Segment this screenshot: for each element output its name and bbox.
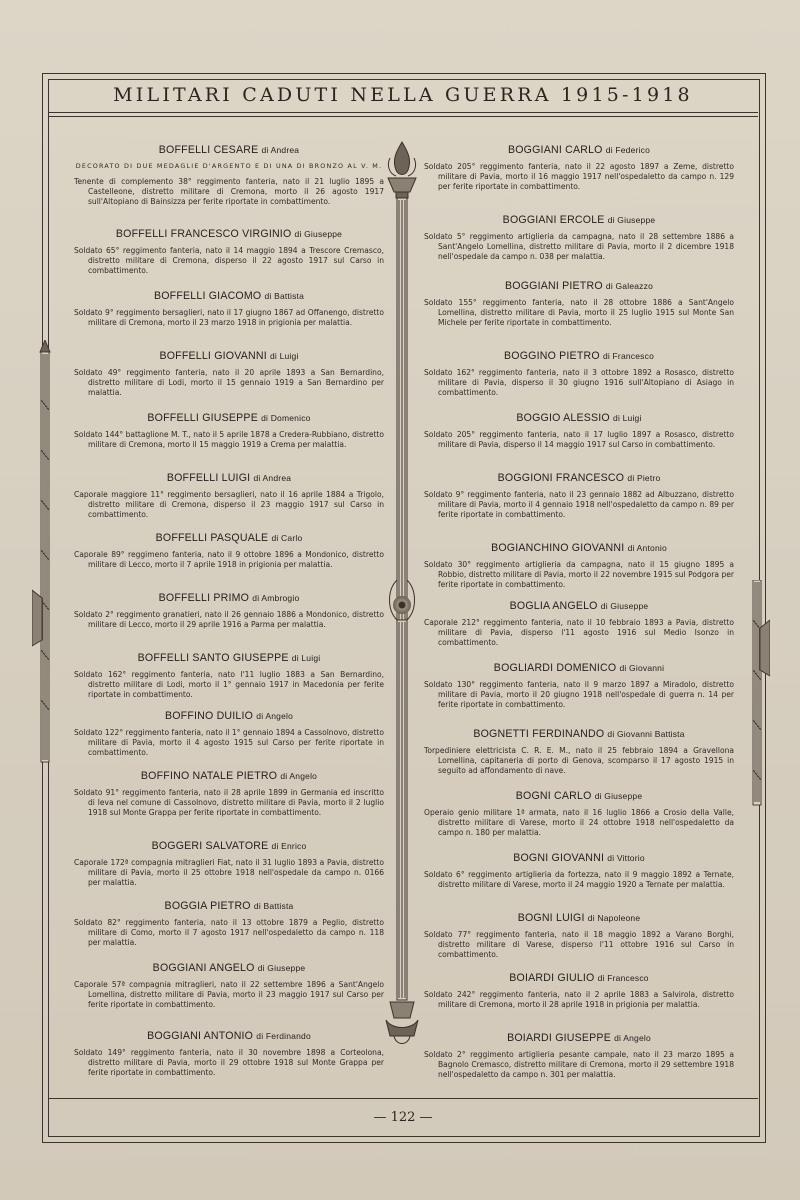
entry-name: BOFFELLI PASQUALE di Carlo: [155, 532, 303, 544]
entry-name: BOGNI LUIGI di Napoleone: [517, 912, 641, 924]
entry: [74, 900, 384, 948]
entry-name: BOFFINO NATALE PIETRO di Angelo: [140, 770, 318, 782]
entry-name: BOGGIONI FRANCESCO di Pietro: [497, 472, 661, 484]
entry-name: BOFFELLI GIUSEPPE di Domenico: [147, 412, 311, 424]
entry-text: Caporale 212° reggimento fanteria, nato il 10 febbraio 1893 a Pavia, distretto militare di Pavia, disperso l'11 agosto 1916 sul Medio Isonzo in combattimento.: [424, 618, 734, 647]
entry-name: BOGGIO ALESSIO di Luigi: [516, 412, 642, 424]
entry-decoration: DECORATO DI DUE MEDAGLIE D'ARGENTO E DI UNA DI BRONZO AL V. M.: [75, 162, 383, 170]
entry-text: Soldato 2° reggimento artiglieria pesante campale, nato il 23 marzo 1895 a Bagnolo Cremasco, distretto militare di Cremona, morto il 29 settembre 1918 nell'ospedaletto da campo n. 301 per malattia.: [424, 1050, 734, 1079]
entry-name: BOFFELLI PRIMO di Ambrogio: [158, 592, 300, 604]
bottom-rule: [48, 1098, 758, 1099]
entry-text: Caporale 172ª compagnia mitraglieri Fiat, nato il 31 luglio 1893 a Pavia, distretto militare di Pavia, morto il 25 ottobre 1918 nell'ospedale da campo n. 0166 per malattia.: [74, 858, 384, 887]
entry-text: Soldato 205° reggimento fanteria, nato il 17 luglio 1897 a Rosasco, distretto militare di Pavia, disperso il 14 maggio 1917 sul Carso in combattimento.: [424, 430, 734, 449]
entry-text: Soldato 91° reggimento fanteria, nato il 28 aprile 1899 in Germania ed inscritto di leva nel comune di Cassolnovo, distretto militare di Pavia, morto il 2 luglio 1918 sul Monte Grappa per ferite riportate in combattimento.: [74, 788, 384, 817]
entry: [424, 1032, 734, 1080]
entry: [74, 472, 384, 520]
entry: [424, 662, 734, 710]
entry: [74, 1030, 384, 1078]
entry-text: Soldato 65° reggimento fanteria, nato il 14 maggio 1894 a Trescore Cremasco, distretto militare di Cremona, disperso il 22 agosto 1917 sul Carso in combattimento.: [74, 246, 384, 275]
entry-name: BOGGINO PIETRO di Francesco: [503, 350, 655, 362]
entry: [424, 542, 734, 590]
entry-text: Operaio genio militare 1ª armata, nato il 16 luglio 1866 a Crosio della Valle, distretto militare di Varese, morto il 24 ottobre 1918 nell'ospedaletto da campo n. 180 per malattia.: [424, 808, 734, 837]
entry: [424, 600, 734, 648]
entry-text: Soldato 122° reggimento fanteria, nato il 1° gennaio 1894 a Cassolnovo, distretto militare di Pavia, morto il 4 agosto 1915 sul Carso per ferite riportate in combattimento.: [74, 728, 384, 757]
entry: [74, 290, 384, 328]
entry-name: BOGNI GIOVANNI di Vittorio: [513, 852, 645, 864]
entry: [74, 350, 384, 398]
entry-name: BOGGERI SALVATORE di Enrico: [151, 840, 307, 852]
entry-text: Soldato 5° reggimento artiglieria da campagna, nato il 28 settembre 1886 a Sant'Angelo Lomellina, distretto militare di Pavia, morto il 2 dicembre 1918 nell'ospedale da campo n. 038 per malattia.: [424, 232, 734, 261]
entry-name: BOGGIANI ERCOLE di Giuseppe: [502, 214, 656, 226]
entry-text: Tenente di complemento 38° reggimento fanteria, nato il 21 luglio 1895 a Castelleone, distretto militare di Cremona, morto il 26 agosto 1917 sull'Altopiano di Bainsizza per ferite riportate in combattimento.: [74, 177, 384, 206]
entry: [74, 532, 384, 570]
entry-text: Caporale maggiore 11° reggimento bersaglieri, nato il 16 aprile 1884 a Trigolo, distretto militare di Cremona, disperso il 23 maggio 1917 sul Carso in combattimento.: [74, 490, 384, 519]
entry-name: BOGGIA PIETRO di Battista: [164, 900, 294, 912]
title-rule: [48, 112, 758, 113]
entry: [74, 770, 384, 818]
entry: [424, 912, 734, 960]
page-number: — 122 —: [373, 1110, 433, 1125]
entry: [424, 214, 734, 262]
entry-text: Soldato 130° reggimento fanteria, nato il 9 marzo 1897 a Miradolo, distretto militare di Pavia, morto il 20 giugno 1918 nell'ospedale di guerra n. 14 per ferite riportate in combattimento.: [424, 680, 734, 709]
title-rule-thin: [48, 116, 758, 117]
entry-text: Soldato 155° reggimento fanteria, nato il 28 ottobre 1886 a Sant'Angelo Lomellina, distretto militare di Pavia, morto il 25 luglio 1915 sul Monte San Michele per ferite riportate in combattimento.: [424, 298, 734, 327]
entry-name: BOGNI CARLO di Giuseppe: [515, 790, 643, 802]
entry-text: Soldato 149° reggimento fanteria, nato il 30 novembre 1898 a Corteolona, distretto militare di Pavia, morto il 29 ottobre 1918 sul Monte Grappa per ferite riportate in combattimento.: [74, 1048, 384, 1077]
entry: [424, 144, 734, 192]
entry: [424, 472, 734, 520]
entry-text: Soldato 82° reggimento fanteria, nato il 13 ottobre 1879 a Peglio, distretto militare di Como, morto il 7 agosto 1917 nell'ospedaletto da campo n. 118 per malattia.: [74, 918, 384, 947]
entry-text: Soldato 162° reggimento fanteria, nato il 3 ottobre 1892 a Rosasco, distretto militare di Pavia, disperso il 30 giugno 1916 sull'Altopiano di Asiago in combattimento.: [424, 368, 734, 397]
page-title: MILITARI CADUTI NELLA GUERRA 1915-1918: [113, 84, 693, 106]
entry-name: BOGNETTI FERDINANDO di Giovanni Battista: [473, 728, 685, 740]
entry-name: BOGGIANI ANGELO di Giuseppe: [152, 962, 306, 974]
entry-name: BOGGIANI CARLO di Federico: [507, 144, 651, 156]
entry-text: Soldato 2° reggimento granatieri, nato il 26 gennaio 1886 a Mondonico, distretto militare di Lecco, morto il 29 aprile 1916 a Parma per malattia.: [74, 610, 384, 629]
entry-text: Soldato 205° reggimento fanteria, nato il 22 agosto 1897 a Zeme, distretto militare di Pavia, morto il 16 maggio 1917 nell'ospedaletto da campo n. 129 per ferite riportate in combattimento.: [424, 162, 734, 191]
entry-text: Soldato 77° reggimento fanteria, nato il 18 maggio 1892 a Varano Borghi, distretto militare di Varese, disperso l'11 ottobre 1916 sul Carso in combattimento.: [424, 930, 734, 959]
entry-text: Soldato 30° reggimento artiglieria da campagna, nato il 15 giugno 1895 a Robbio, distretto militare di Pavia, morto il 22 novembre 1915 sul Podgora per ferite riportate in combattimento.: [424, 560, 734, 589]
entry: [74, 592, 384, 630]
entry-name: BOFFINO DUILIO di Angelo: [164, 710, 294, 722]
fasces-ornament-left: [32, 340, 58, 770]
entry: [74, 710, 384, 758]
fasces-ornament-right: [744, 580, 770, 810]
entry-text: Soldato 49° reggimento fanteria, nato il 20 aprile 1893 a San Bernardino, distretto militare di Lodi, morto il 15 gennaio 1919 a San Bernardino per malattia.: [74, 368, 384, 397]
entry: [74, 962, 384, 1010]
entry-text: Torpediniere elettricista C. R. E. M., nato il 25 febbraio 1894 a Gravellona Lomellina, capitaneria di porto di Genova, scomparso il 17 agosto 1915 in seguito ad affondamento di nave.: [424, 746, 734, 775]
entry-text: Soldato 144° battaglione M. T., nato il 5 aprile 1878 a Credera-Rubbiano, distretto militare di Cremona, morto il 15 maggio 1919 a Crema per malattia.: [74, 430, 384, 449]
entry: [74, 840, 384, 888]
entry-name: BOIARDI GIULIO di Francesco: [509, 972, 649, 984]
entry: [424, 972, 734, 1010]
entry-name: BOFFELLI GIACOMO di Battista: [153, 290, 305, 302]
entry: [74, 412, 384, 450]
entry-text: Caporale 57ª compagnia mitraglieri, nato il 22 settembre 1896 a Sant'Angelo Lomellina, distretto militare di Pavia, morto il 23 maggio 1917 sul Carso per ferite riportate in combattimento.: [74, 980, 384, 1009]
entry-name: BOIARDI GIUSEPPE di Angelo: [507, 1032, 651, 1044]
entry-name: BOFFELLI CESARE di Andrea: [158, 144, 300, 156]
entry-text: Soldato 6° reggimento artiglieria da fortezza, nato il 9 maggio 1892 a Ternate, distretto militare di Varese, morto il 24 maggio 1920 a Ternate per malattia.: [424, 870, 734, 889]
entry-name: BOGLIARDI DOMENICO di Giovanni: [493, 662, 665, 674]
entry: [74, 228, 384, 276]
entry: [74, 144, 384, 207]
entry-name: BOGGIANI ANTONIO di Ferdinando: [147, 1030, 311, 1042]
entry: [424, 280, 734, 328]
entry: [424, 790, 734, 838]
entry: [74, 652, 384, 700]
entry: [424, 852, 734, 890]
entry-name: BOFFELLI GIOVANNI di Luigi: [159, 350, 299, 362]
entry-text: Soldato 9° reggimento fanteria, nato il 23 gennaio 1882 ad Albuzzano, distretto militare di Pavia, morto il 4 gennaio 1918 nell'ospedaletto da campo n. 89 per ferite riportate in combattimento.: [424, 490, 734, 519]
entry-text: Soldato 242° reggimento fanteria, nato il 2 aprile 1883 a Salvirola, distretto militare di Cremona, morto il 28 aprile 1918 in prigionia per malattia.: [424, 990, 734, 1009]
entry-name: BOFFELLI FRANCESCO VIRGINIO di Giuseppe: [115, 228, 343, 240]
entry-name: BOFFELLI LUIGI di Andrea: [166, 472, 292, 484]
entry-name: BOGGIANI PIETRO di Galeazzo: [504, 280, 654, 292]
entry-name: BOGLIA ANGELO di Giuseppe: [509, 600, 649, 612]
entry-text: Soldato 9° reggimento bersaglieri, nato il 17 giugno 1867 ad Offanengo, distretto militare di Cremona, morto il 23 marzo 1918 in prigionia per malattia.: [74, 308, 384, 327]
entry-text: Caporale 89° reggimeno fanteria, nato il 9 ottobre 1896 a Mondonico, distretto militare di Lecco, morto il 7 aprile 1918 in prigionia per malattia.: [74, 550, 384, 569]
entry: [424, 412, 734, 450]
rosette-icon: [393, 596, 411, 614]
entry-text: Soldato 162° reggimento fanteria, nato l'11 luglio 1883 a San Bernardino, distretto militare di Lodi, morto il 1° gennaio 1917 in Macedonia per ferite riportate in combattimento.: [74, 670, 384, 699]
entry: [424, 350, 734, 398]
entry-name: BOFFELLI SANTO GIUSEPPE di Luigi: [137, 652, 321, 664]
entry: [424, 728, 734, 776]
entry-name: BOGIANCHINO GIOVANNI di Antonio: [491, 542, 667, 554]
